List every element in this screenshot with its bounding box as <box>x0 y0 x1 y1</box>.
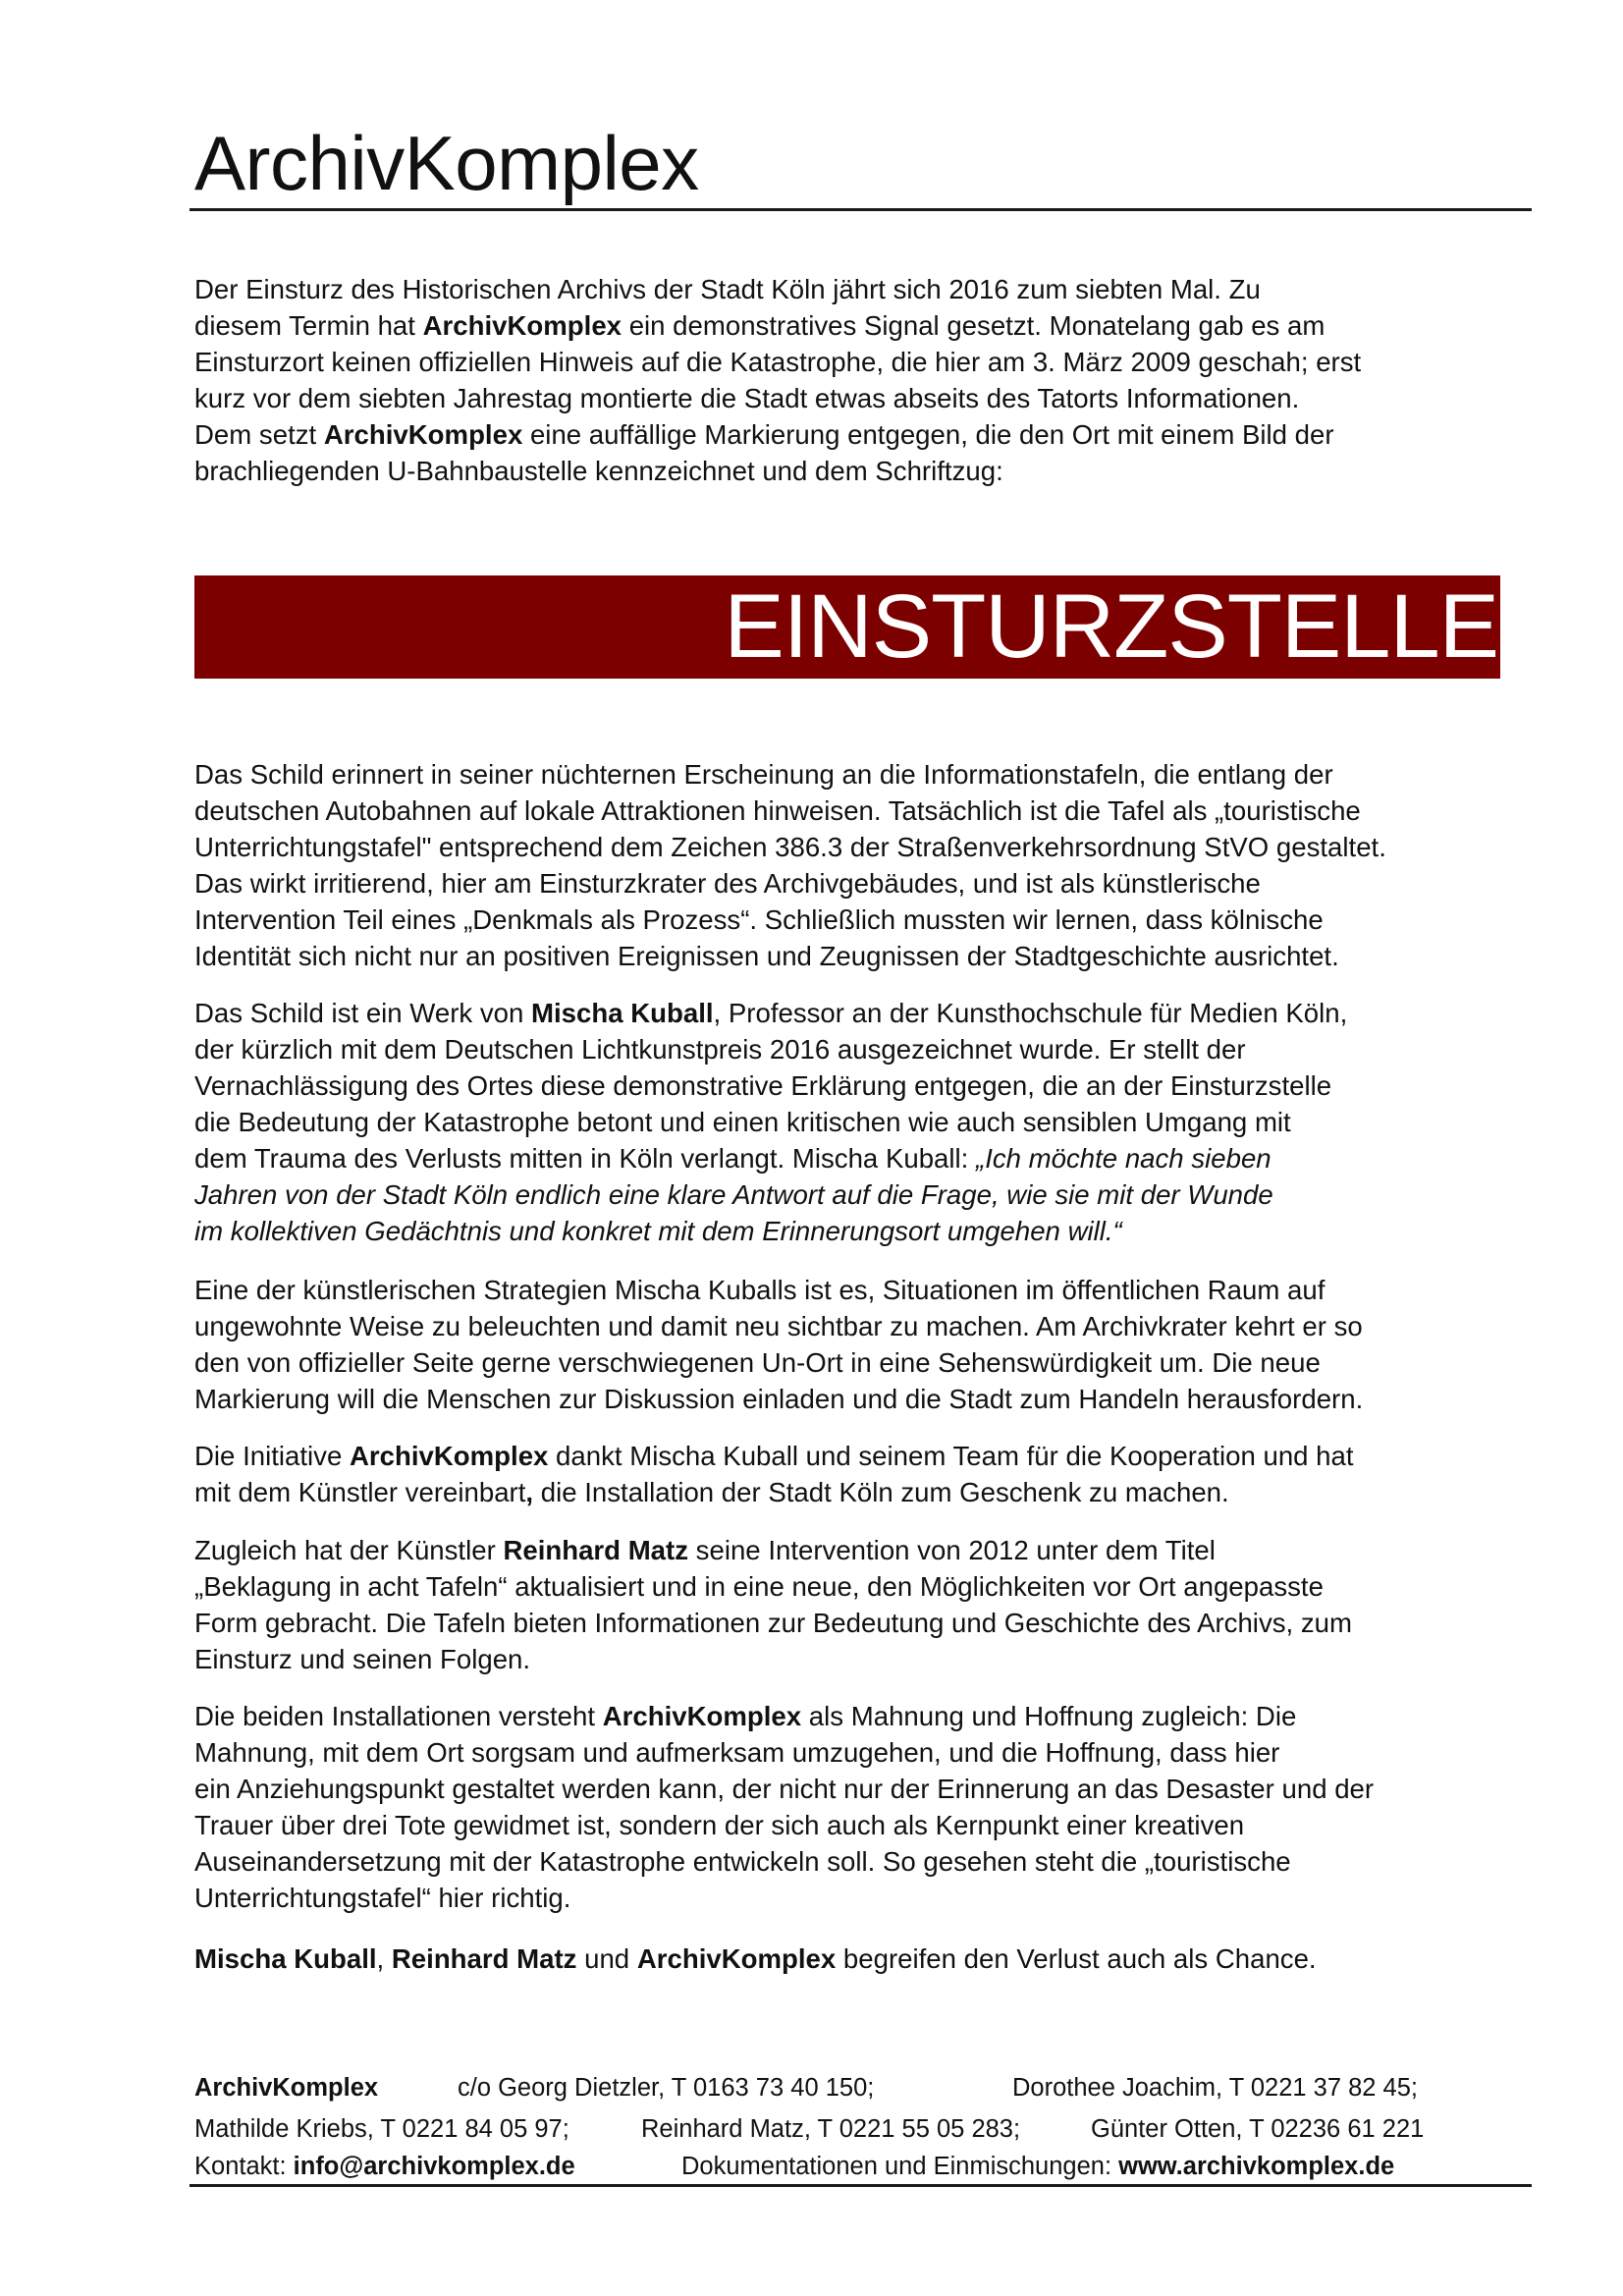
paragraph-6 <box>194 1698 1530 1916</box>
p1-text: Das Schild erinnert in seiner nüchternen Erscheinung an die Informationstafeln, die entlang der deutschen Autobahnen auf lokale Attraktionen hinweisen. Tatsächlich ist die Tafel als „touristische Unterrichtungstafel" entsprechend dem Zeichen 386.3 der Straßenverkehrsordnung StVO gestaltet. Das wirkt irritierend, hier am Einsturzkrater des Archivgebäudes, und ist als künstlerische Intervention Teil eines „Denkmals als Prozess“. Schließlich mussten wir lernen, dass kölnische Identität sich nicht nur an positiven Ereignissen und Zeugnissen der Stadtgeschichte ausrichtet. <box>194 759 1386 971</box>
intro-text-3: eine auffällige Markierung entgegen, die den Ort mit einem Bild der brachliegenden U-Bahnbaustelle kennzeichnet und dem Schriftzug: <box>194 419 1334 486</box>
document-title: ArchivKomplex <box>194 120 699 206</box>
intro-text-2: ein demonstratives Signal gesetzt. Monatelang gab es am Einsturzort keinen offiziellen Hinweis auf die Katastrophe, die hier am 3. März 2009 geschah; erst kurz vor dem siebten Jahrestag montierte die Stadt etwas abseits des Tatorts Informationen. Dem setzt <box>194 310 1362 450</box>
p7-text-2: und <box>576 1943 637 1974</box>
footer-contact-dietzler: c/o Georg Dietzler, T 0163 73 40 150; <box>458 2074 875 2102</box>
p7-bold-2: Reinhard Matz <box>391 1943 577 1974</box>
p4-bold-2: , <box>525 1477 534 1507</box>
footer-rule <box>189 2184 1532 2187</box>
p7-bold-1: Mischa Kuball <box>194 1943 377 1974</box>
footer-website-link[interactable]: www.archivkomplex.de <box>1118 2153 1395 2180</box>
footer-org: ArchivKomplex <box>194 2074 379 2102</box>
p4-text-3: die Installation der Stadt Köln zum Geschenk zu machen. <box>533 1477 1229 1507</box>
footer-doc-label: Dokumentationen und Einmischungen: <box>681 2153 1119 2180</box>
p7-bold-3: ArchivKomplex <box>636 1943 837 1974</box>
p4-text-2: dankt Mischa Kuball und seinem Team für die Kooperation und hat mit dem Künstler vereinbart <box>194 1441 1354 1507</box>
footer-kontakt-label: Kontakt: <box>194 2153 294 2180</box>
p6-bold-1: ArchivKomplex <box>602 1701 802 1731</box>
intro-text-1: Der Einsturz des Historischen Archivs der Stadt Köln jährt sich 2016 zum siebten Mal. Zu diesem Termin hat <box>194 274 1261 341</box>
paragraph-3 <box>194 1272 1530 1417</box>
p3-text: Eine der künstlerischen Strategien Mischa Kuballs ist es, Situationen im öffentlichen Raum auf ungewohnte Weise zu beleuchten und damit neu sichtbar zu machen. Am Archivkrater kehrt er so den von offizieller Seite gerne verschwiegenen Un-Ort in eine Sehenswürdigkeit um. Die neue Markierung will die Menschen zur Diskussion einladen und die Stadt zum Handeln herausfordern. <box>194 1275 1364 1414</box>
title-rule <box>189 208 1532 211</box>
footer-contact-otten: Günter Otten, T 02236 61 221 <box>1091 2115 1425 2143</box>
p6-text-1: Die beiden Installationen versteht <box>194 1701 603 1731</box>
p2-quote: „Ich möchte nach sieben Jahren von der Stadt Köln endlich eine klare Antwort auf die Frage, wie sie mit der Wunde im kollektiven Gedächtnis und konkret mit dem Erinnerungsort umgehen will.“ <box>194 1143 1273 1246</box>
paragraph-2 <box>194 995 1530 1249</box>
p7-text-1: , <box>376 1943 392 1974</box>
footer-website-block <box>681 2151 1394 2182</box>
footer-email-link[interactable]: info@archivkomplex.de <box>293 2153 575 2180</box>
footer-contact-kriebs: Mathilde Kriebs, T 0221 84 05 97; <box>194 2115 569 2143</box>
banner-text: EINSTURZSTELLE <box>724 576 1498 677</box>
footer-contact-block <box>194 2151 575 2182</box>
p5-text-2: seine Intervention von 2012 unter dem Titel „Beklagung in acht Tafeln“ aktualisiert und in eine neue, den Möglichkeiten vor Ort angepasste Form gebracht. Die Tafeln bieten Informationen zur Bedeutung und Geschichte des Archivs, zum Einsturz und seinen Folgen. <box>194 1535 1352 1674</box>
p5-bold-1: Reinhard Matz <box>503 1535 689 1565</box>
p4-text-1: Die Initiative <box>194 1441 350 1471</box>
paragraph-4 <box>194 1438 1530 1510</box>
footer-contact-matz: Reinhard Matz, T 0221 55 05 283; <box>641 2115 1021 2143</box>
p7-text-3: begreifen den Verlust auch als Chance. <box>836 1943 1317 1974</box>
p4-bold-1: ArchivKomplex <box>349 1441 549 1471</box>
paragraph-7 <box>194 1941 1530 1977</box>
footer-contact-joachim: Dorothee Joachim, T 0221 37 82 45; <box>1012 2074 1419 2102</box>
p5-text-1: Zugleich hat der Künstler <box>194 1535 504 1565</box>
paragraph-1 <box>194 756 1530 974</box>
p2-bold-1: Mischa Kuball <box>531 998 714 1028</box>
intro-paragraph <box>194 271 1530 489</box>
p2-text-2: , Professor an der Kunsthochschule für Medien Köln, der kürzlich mit dem Deutschen Lichtkunstpreis 2016 ausgezeichnet wurde. Er stellt der Vernachlässigung des Ortes diese demonstrative Erklärung entgegen, die an der Einsturzstelle die Bedeutung der Katastrophe betont und einen kritischen wie auch sensiblen Umgang mit dem Trauma des Verlusts mitten in Köln verlangt. Mischa Kuball: <box>194 998 1348 1174</box>
paragraph-5 <box>194 1532 1530 1677</box>
p6-text-2: als Mahnung und Hoffnung zugleich: Die Mahnung, mit dem Ort sorgsam und aufmerksam umzugehen, und die Hoffnung, dass hier ein Anziehungspunkt gestaltet werden kann, der nicht nur der Erinnerung an das Desaster und der Trauer über drei Tote gewidmet ist, sondern der sich auch als Kernpunkt einer kreativen Auseinandersetzung mit der Katastrophe entwickeln soll. So gesehen steht die „touristische Unterrichtungstafel“ hier richtig. <box>194 1701 1375 1913</box>
intro-bold-2: ArchivKomplex <box>323 419 523 450</box>
intro-bold-1: ArchivKomplex <box>422 310 622 341</box>
p2-text-1: Das Schild ist ein Werk von <box>194 998 532 1028</box>
einsturzstelle-banner <box>194 575 1500 679</box>
